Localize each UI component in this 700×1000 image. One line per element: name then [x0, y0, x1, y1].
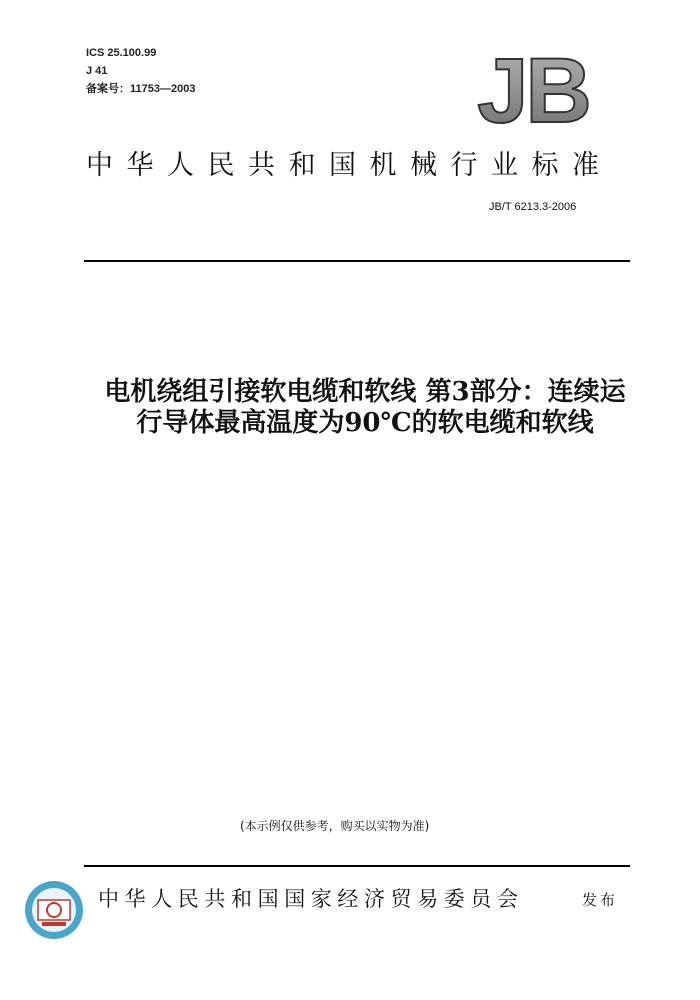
title-line-2: 行导体最高温度为90℃的软电缆和软线 — [136, 408, 594, 438]
header-meta — [86, 44, 195, 98]
publish-label: 发布 — [582, 891, 619, 909]
ics-code: ICS 25.100.99 — [86, 47, 157, 59]
classification-code: J 41 — [86, 65, 108, 77]
jb-logo — [470, 52, 596, 128]
org-title: 中华人民共和国机械行业标准 — [86, 150, 613, 181]
filing-number: 备案号：11753—2003 — [86, 83, 196, 95]
svg-text:JB: JB — [477, 52, 589, 128]
issuing-authority: 中华人民共和国国家经济贸易委员会 — [98, 887, 524, 911]
standard-number: JB/T 6213.3-2006 — [489, 201, 577, 213]
document-title — [60, 377, 670, 439]
title-line-1: 电机绕组引接软电缆和软线 第3部分：连续运 — [104, 377, 626, 407]
sample-note: (本示例仅供参考，购买以实物为准) — [240, 819, 430, 833]
bottom-divider — [84, 865, 630, 867]
top-divider — [84, 260, 630, 262]
publisher-seal-icon — [24, 880, 84, 940]
